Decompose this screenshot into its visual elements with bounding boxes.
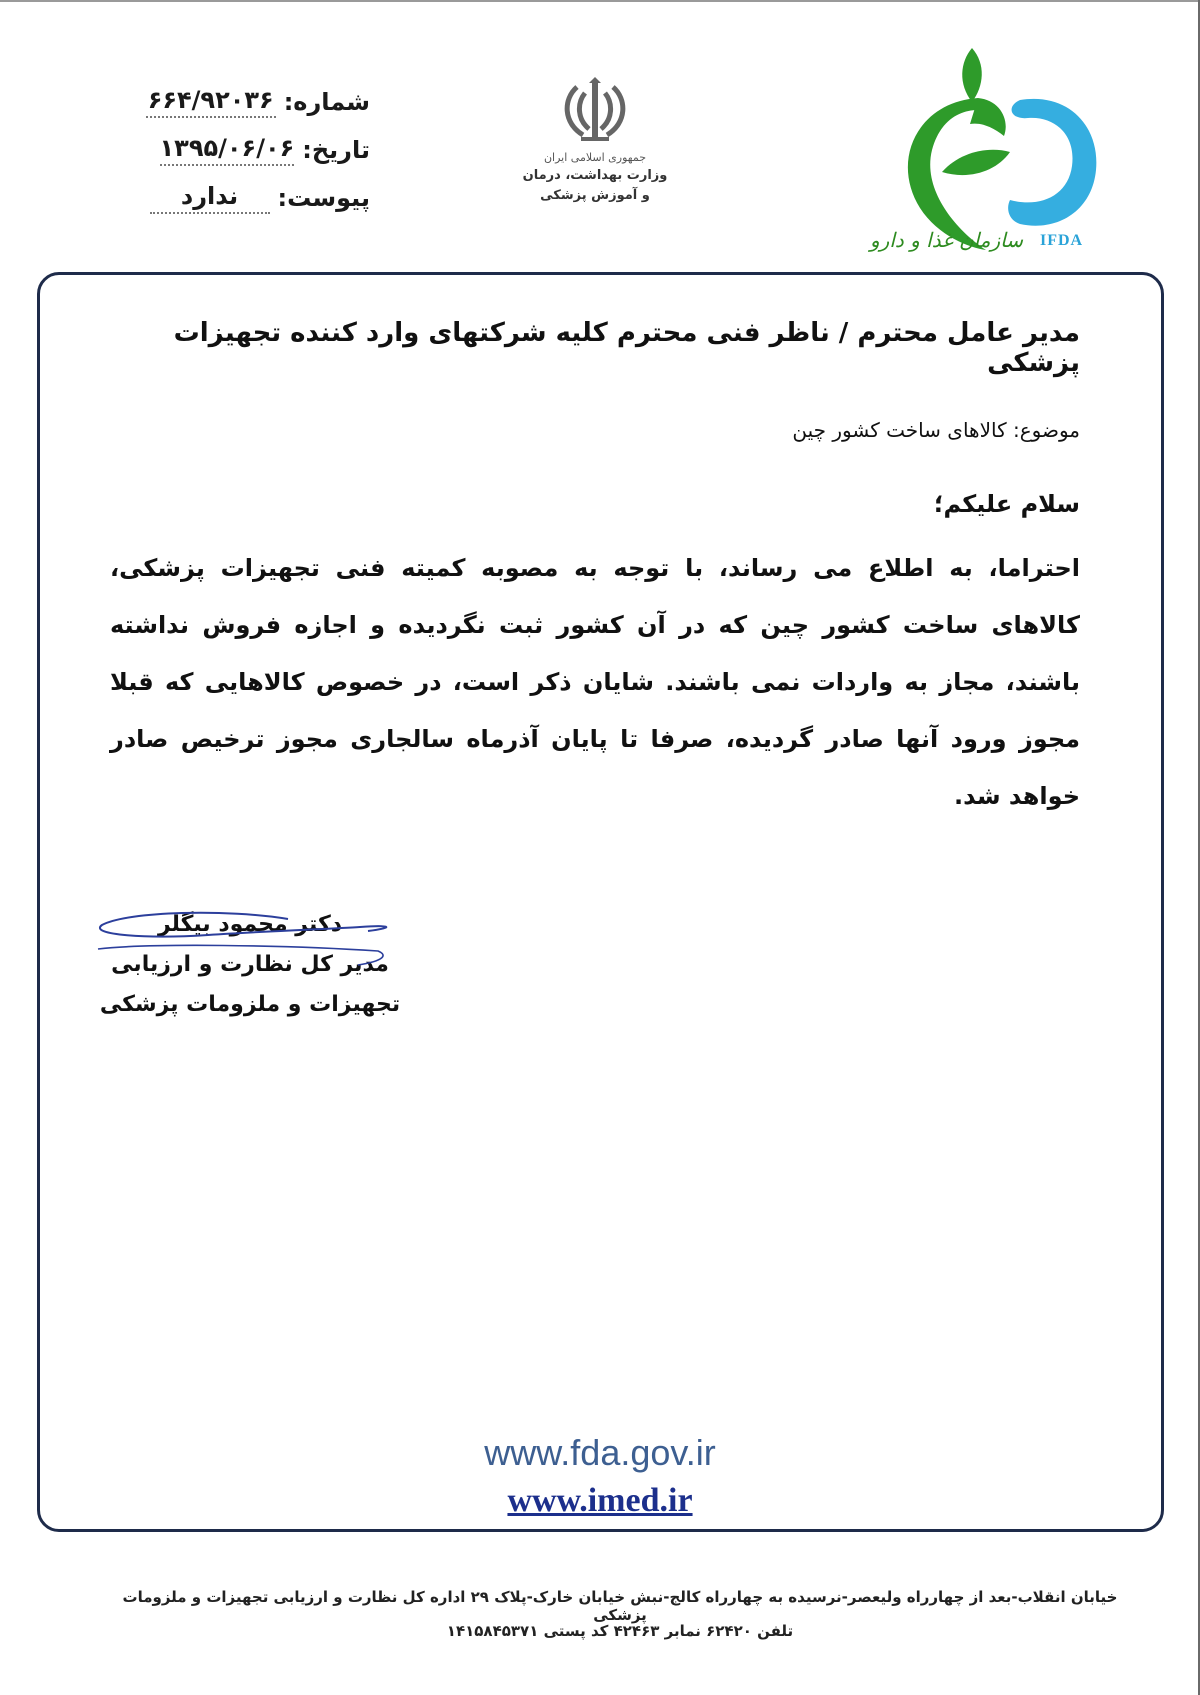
letter-number-row xyxy=(110,78,370,126)
letter-meta xyxy=(110,78,370,222)
letter-attachment-row xyxy=(110,174,370,222)
footer-contact: تلفن ۶۲۴۲۰ نمابر ۴۲۴۶۳ کد پستی ۱۴۱۵۸۴۵۳۷۱ xyxy=(446,1622,794,1640)
country-name: جمهوری اسلامی ایران xyxy=(543,151,647,164)
signature-block xyxy=(80,905,420,1025)
signer-title-1: مدیر کل نظارت و ارزیابی xyxy=(111,952,389,977)
letter-date-row xyxy=(110,126,370,174)
letter-body: احتراما، به اطلاع می رساند، با توجه به مصوبه کمیته فنی تجهیزات پزشکی، کالاهای ساخت کشور چین که در آن کشور ثبت نگردیده و اجازه فروش نداشته باشند، مجاز به واردات نمی باشند. شایان ذکر است، در خصوص کالاهایی که قبلا مجوز ورود آنها صادر گردیده، صرفا تا پایان آذرماه سالجاری مجوز ترخیص صادر خواهد شد. xyxy=(110,554,1080,810)
ifda-logo-icon xyxy=(860,40,1130,255)
signer-name: دکتر محمود بیگلر xyxy=(157,912,343,937)
imed-website-link[interactable]: www.imed.ir xyxy=(507,1482,693,1519)
letter-date-label: تاریخ: xyxy=(302,136,370,164)
fda-website-link[interactable]: www.fda.gov.ir xyxy=(484,1432,716,1473)
signer-title-2: تجهیزات و ملزومات پزشکی xyxy=(99,992,401,1017)
letter-attachment-label: پیوست: xyxy=(277,184,370,212)
letter-number-label: شماره: xyxy=(283,88,370,116)
letter-greeting: سلام علیکم؛ xyxy=(933,490,1080,518)
logo-name: سازمان غذا و دارو xyxy=(870,228,1024,252)
page-edge xyxy=(0,0,1200,2)
letter-number-value: ۶۶۴/۹۲۰۳۶ xyxy=(146,86,276,118)
iran-emblem-icon xyxy=(555,75,635,145)
letter-attachment-value: ندارد xyxy=(150,182,270,214)
logo-abbreviation: IFDA xyxy=(1040,232,1084,249)
ministry-line-1: وزارت بهداشت، درمان xyxy=(522,168,668,183)
footer-address: خیابان انقلاب-بعد از چهارراه ولیعصر-نرسیده به چهارراه کالج-نبش خیابان خارک-پلاک ۲۹ اداره کل نظارت و ارزیابی تجهیزات و ملزومات پزشکی xyxy=(122,1588,1118,1624)
letter-subject: موضوع: کالاهای ساخت کشور چین xyxy=(792,418,1080,442)
letter-frame xyxy=(37,272,1164,1532)
letter-recipient: مدیر عامل محترم / ناظر فنی محترم کلیه شرکتهای وارد کننده تجهیزات پزشکی xyxy=(173,318,1080,378)
letter-date-value: ۱۳۹۵/۰۶/۰۶ xyxy=(160,134,295,166)
ministry-name xyxy=(510,150,680,206)
ministry-line-2: و آموزش پزشکی xyxy=(540,188,650,203)
